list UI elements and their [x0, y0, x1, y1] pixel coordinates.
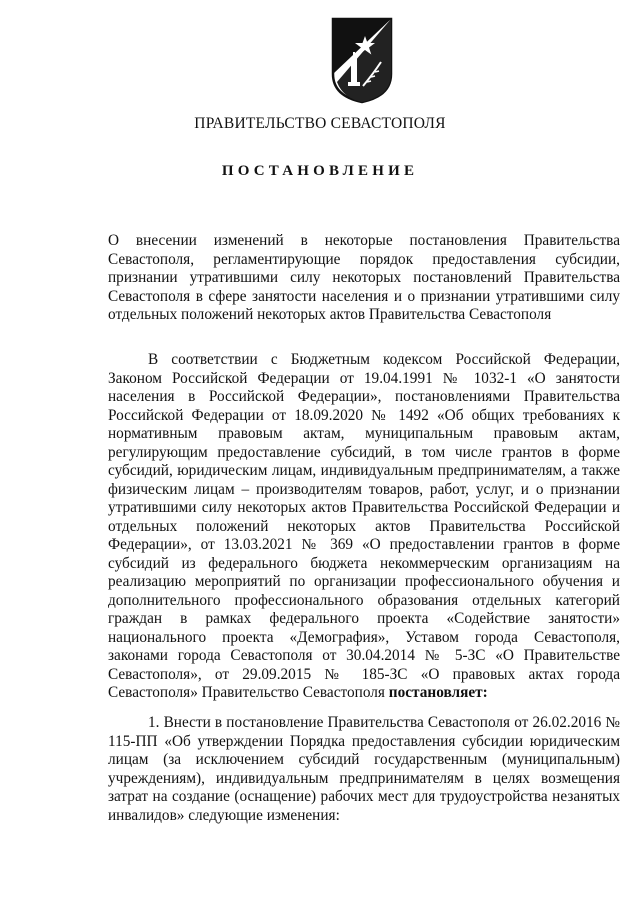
item-1-paragraph: 1. Внести в постановление Правительства Севастополя от 26.02.2016 № 115-ПП «Об утверждении Порядка предоставления субсидии юридическим лицам (за исключением субсидий государственным (муниципальным) учреждениям), индивидуальным предпринимателям в целях возмещения затрат на создание (оснащение) рабочих мест для трудоустройства незанятых инвалидов» следующие изменения: [108, 714, 620, 824]
preamble-text: В соответствии с Бюджетным кодексом Российской Федерации, Законом Российской Федерации от 19.04.1991 № 1032-1 «О занятости населения в Российской Федерации», постановлениями Правительства Российской Федерации от 18.09.2020 № 1492 «Об общих требованиях к нормативным правовым актам, муниципальным правовым актам, регулирующим предоставление субсидий, в том числе грантов в форме субсидий, юридическим лицам, индивидуальным предпринимателям, а также физическим лицам – производителям товаров, работ, услуг, и о признании утратившими силу некоторых актов Правительства Российской Федерации и отдельных положений некоторых актов Правительства Российской Федерации», от 13.03.2021 № 369 «О предоставлении грантов в форме субсидий из федерального бюджета некоммерческим организациям на реализацию мероприятий по организации профессионального обучения и дополнительного профессионального образования отдельных категорий граждан в рамках федерального проекта «Содействие занятости» национального проекта «Демография», Уставом города Севастополя, законами города Севастополя от 30.04.2014 № 5-ЗС «О Правительстве Севастополя», от 29.09.2015 № 185-ЗС «О правовых актах города Севастополя» Правительство Севастополя [108, 351, 620, 701]
organization-title: ПРАВИТЕЛЬСТВО СЕВАСТОПОЛЯ [194, 115, 446, 132]
sevastopol-coat-of-arms-icon [329, 16, 395, 104]
preamble-paragraph [108, 351, 620, 703]
document-subject: О внесении изменений в некоторые постановления Правительства Севастополя, регламентирующие порядок предоставления субсидии, признании утратившими силу некоторых постановлений Правительства Севастополя в сфере занятости населения и о признании утратившими силу отдельных положений некоторых актов Правительства Севастополя [108, 232, 620, 323]
coat-of-arms-icon [329, 16, 395, 104]
decision-word: постановляет: [388, 684, 488, 701]
document-type-title: ПОСТАНОВЛЕНИЕ [221, 163, 419, 179]
